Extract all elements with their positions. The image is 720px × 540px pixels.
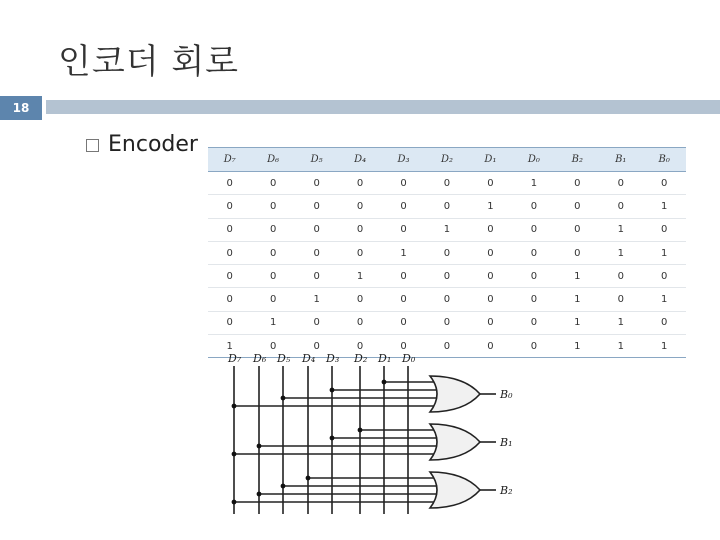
table-cell: 0 (338, 195, 381, 218)
table-cell: 0 (251, 241, 294, 264)
table-cell: 0 (208, 172, 251, 195)
table-cell: 0 (208, 195, 251, 218)
table-cell: 0 (512, 311, 555, 334)
table-cell: 0 (469, 288, 512, 311)
circuit-input-label: D₄ (302, 352, 316, 365)
table-cell: 0 (642, 265, 686, 288)
table-cell: 0 (425, 335, 468, 358)
table-cell: 0 (512, 288, 555, 311)
table-cell: 0 (512, 195, 555, 218)
table-cell: 0 (295, 311, 338, 334)
table-cell: 0 (382, 335, 425, 358)
table-cell: 0 (512, 335, 555, 358)
table-row (208, 218, 686, 241)
table-cell: 0 (251, 288, 294, 311)
or-gate-icon (430, 472, 480, 508)
table-cell: 0 (469, 172, 512, 195)
table-cell: 1 (599, 311, 642, 334)
table-cell: 0 (338, 288, 381, 311)
table-cell: 0 (251, 218, 294, 241)
table-cell: 0 (425, 265, 468, 288)
junction-dot (257, 492, 262, 497)
table-row (208, 265, 686, 288)
table-cell: 0 (469, 335, 512, 358)
table-row (208, 172, 686, 195)
circuit-input-label: D₁ (378, 352, 392, 365)
table-cell: 0 (295, 265, 338, 288)
header-cell: D₆ (251, 148, 294, 172)
table-cell: 1 (512, 172, 555, 195)
table-cell: 1 (382, 241, 425, 264)
table-cell: 0 (556, 195, 599, 218)
header-cell: D₀ (512, 148, 555, 172)
junction-dot (232, 452, 237, 457)
table-cell: 0 (469, 311, 512, 334)
junction-dot (330, 388, 335, 393)
table-cell: 1 (642, 335, 686, 358)
table-cell: 1 (642, 241, 686, 264)
table-cell: 1 (556, 288, 599, 311)
table-cell: 1 (295, 288, 338, 311)
circuit-input-label: D₃ (326, 352, 340, 365)
table-cell: 1 (469, 195, 512, 218)
circuit-output-label: B₁ (500, 436, 513, 449)
table-cell: 1 (208, 335, 251, 358)
circuit-output-label: B₂ (500, 484, 513, 497)
encoder-logic-circuit (220, 346, 520, 518)
title-divider-bar (46, 100, 720, 114)
table-cell: 0 (512, 241, 555, 264)
table-cell: 0 (338, 172, 381, 195)
table-cell: 1 (599, 335, 642, 358)
table-cell: 0 (338, 311, 381, 334)
table-cell: 1 (251, 311, 294, 334)
table-cell: 0 (295, 218, 338, 241)
table-cell: 0 (599, 172, 642, 195)
header-cell: D₇ (208, 148, 251, 172)
table-cell: 0 (208, 241, 251, 264)
table-cell: 0 (295, 172, 338, 195)
table-cell: 0 (642, 311, 686, 334)
table-cell: 0 (425, 288, 468, 311)
page-number-badge: 18 (0, 96, 42, 120)
encoder-truth-table (208, 147, 686, 358)
table-header-row (208, 148, 686, 172)
junction-dot (358, 428, 363, 433)
table-cell: 0 (556, 218, 599, 241)
table-cell: 0 (251, 335, 294, 358)
junction-dot (330, 436, 335, 441)
table-cell: 0 (251, 172, 294, 195)
table-cell: 0 (338, 218, 381, 241)
table-cell: 1 (556, 311, 599, 334)
table-row (208, 195, 686, 218)
table-row (208, 241, 686, 264)
table-cell: 0 (295, 241, 338, 264)
table-cell: 0 (251, 195, 294, 218)
circuit-output-label: B₀ (500, 388, 513, 401)
header-cell: D₄ (338, 148, 381, 172)
table-cell: 0 (469, 265, 512, 288)
junction-dot (306, 476, 311, 481)
table-cell: 0 (382, 288, 425, 311)
table-cell: 0 (425, 241, 468, 264)
junction-dot (232, 404, 237, 409)
bullet-text: Encoder (108, 132, 198, 157)
table-cell: 0 (556, 241, 599, 264)
table-cell: 1 (556, 265, 599, 288)
table-cell: 1 (338, 265, 381, 288)
table-cell: 0 (599, 195, 642, 218)
circuit-input-label: D₂ (354, 352, 368, 365)
table-cell: 0 (425, 195, 468, 218)
header-cell: B₀ (642, 148, 686, 172)
table-cell: 0 (642, 172, 686, 195)
table-cell: 1 (642, 195, 686, 218)
header-cell: D₁ (469, 148, 512, 172)
table-row (208, 311, 686, 334)
table-cell: 0 (382, 311, 425, 334)
table-cell: 1 (425, 218, 468, 241)
junction-dot (281, 484, 286, 489)
table-cell: 0 (425, 311, 468, 334)
table-cell: 1 (599, 241, 642, 264)
junction-dot (382, 380, 387, 385)
table-cell: 0 (382, 195, 425, 218)
table-cell: 0 (556, 172, 599, 195)
bullet-square-icon (86, 139, 99, 152)
circuit-input-label: D₅ (277, 352, 291, 365)
header-cell: B₁ (599, 148, 642, 172)
bullet-item (86, 132, 198, 157)
header-cell: B₂ (556, 148, 599, 172)
table-cell: 0 (338, 241, 381, 264)
table-cell: 0 (208, 265, 251, 288)
table-cell: 0 (382, 265, 425, 288)
junction-dot (232, 500, 237, 505)
table-cell: 0 (251, 265, 294, 288)
table-cell: 0 (599, 288, 642, 311)
junction-dot (257, 444, 262, 449)
table-cell: 0 (469, 241, 512, 264)
header-cell: D₂ (425, 148, 468, 172)
circuit-input-label: D₇ (228, 352, 242, 365)
circuit-input-label: D₆ (253, 352, 267, 365)
header-cell: D₅ (295, 148, 338, 172)
junction-dot (281, 396, 286, 401)
table-cell: 0 (338, 335, 381, 358)
table-cell: 1 (642, 288, 686, 311)
table-cell: 1 (556, 335, 599, 358)
table-cell: 0 (642, 218, 686, 241)
table-cell: 0 (425, 172, 468, 195)
table-cell: 0 (295, 195, 338, 218)
table-cell: 0 (295, 335, 338, 358)
table-cell: 0 (469, 218, 512, 241)
header-cell: D₃ (382, 148, 425, 172)
table-row (208, 288, 686, 311)
slide-title: 인코더 회로 (58, 42, 240, 82)
table-cell: 0 (382, 218, 425, 241)
table-cell: 0 (512, 218, 555, 241)
or-gate-icon (430, 376, 480, 412)
table-cell: 0 (512, 265, 555, 288)
table-cell: 0 (208, 311, 251, 334)
table-cell: 0 (208, 218, 251, 241)
table-cell: 0 (599, 265, 642, 288)
or-gate-icon (430, 424, 480, 460)
table-cell: 1 (599, 218, 642, 241)
table-cell: 0 (208, 288, 251, 311)
table-cell: 0 (382, 172, 425, 195)
circuit-input-label: D₀ (402, 352, 416, 365)
